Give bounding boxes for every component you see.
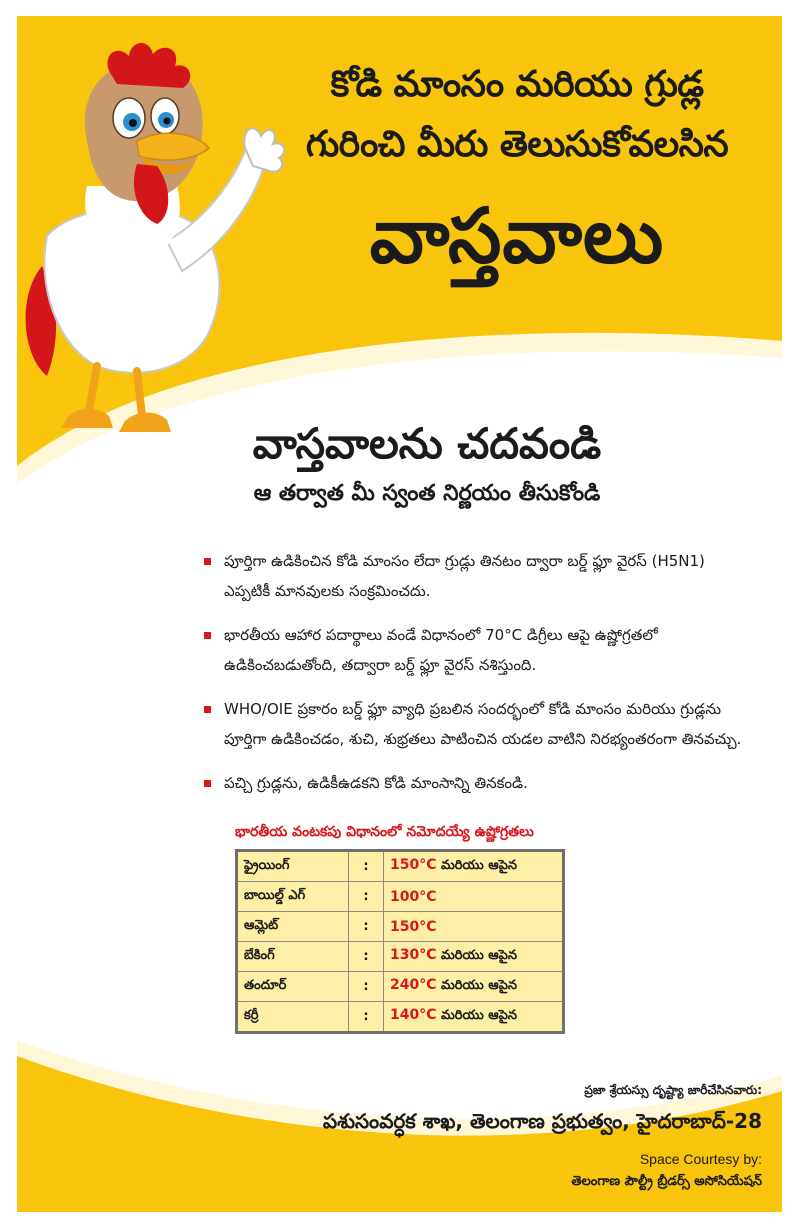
separator: :: [349, 972, 384, 1002]
fact-text: భారతీయ ఆహార పదార్థాలు వండే విధానంలో 70°C డిగ్రీలు ఆపై ఉష్ణోగ్రతలో ఉడికించబడుతోంది, తద్వారా బర్డ్ ఫ్లూ వైరస్ నశిస్తుంది.: [224, 626, 658, 674]
temperature-note: మరియు ఆపైన: [441, 858, 517, 873]
temperature-cell: [384, 1002, 564, 1033]
facts-list: [202, 546, 747, 812]
space-courtesy-label: Space Courtesy by:: [639, 1151, 762, 1167]
separator: :: [349, 851, 384, 882]
bullet-square-icon: [204, 558, 211, 565]
headline-line-2: గురించి మీరు తెలుసుకోవలసిన: [305, 124, 729, 165]
cooking-method: తందూర్: [237, 972, 349, 1002]
temperature-value: 130°C: [390, 947, 437, 963]
temperature-cell: [384, 942, 564, 972]
separator: :: [349, 882, 384, 912]
temperature-value: 150°C: [390, 857, 437, 873]
department-name: పశుసంవర్ధక శాఖ, తెలంగాణ ప్రభుత్వం, హైదరాబాద్-28: [322, 1109, 762, 1133]
separator: :: [349, 942, 384, 972]
fact-item: [202, 620, 747, 680]
temperature-value: 140°C: [390, 1007, 437, 1023]
temperature-table-title: భారతీయ వంటకపు విధానంలో నమోదయ్యే ఉష్ణోగ్రతలు: [235, 824, 534, 840]
subheading-read-facts: వాస్తవాలను చదవండి: [252, 419, 602, 468]
table-row: [237, 912, 564, 942]
table-row: [237, 972, 564, 1002]
separator: :: [349, 912, 384, 942]
cooking-method: ఫ్రైయింగ్: [237, 851, 349, 882]
cooking-method: కర్రీ: [237, 1002, 349, 1033]
table-row: [237, 1002, 564, 1033]
fact-text: పూర్తిగా ఉడికించిన కోడి మాంసం లేదా గ్రుడ్లు తినటం ద్వారా బర్డ్ ఫ్లూ వైరస్ (H5N1) ఎప్పటికీ మానవులకు సంక్రమించదు.: [224, 552, 705, 600]
cooking-method: ఆమ్లెట్: [237, 912, 349, 942]
headline-line-1: కోడి మాంసం మరియు గ్రుడ్ల: [330, 64, 704, 105]
fact-item: [202, 768, 747, 798]
temperature-cell: [384, 972, 564, 1002]
subheading-decide: ఆ తర్వాత మీ స్వంత నిర్ణయం తీసుకోండి: [253, 481, 601, 506]
poster: [17, 16, 782, 1212]
bullet-square-icon: [204, 706, 211, 713]
temperature-cell: [384, 882, 564, 912]
bullet-square-icon: [204, 632, 211, 639]
table-row: [237, 851, 564, 882]
table-row: [237, 882, 564, 912]
cooking-method: బేకింగ్: [237, 942, 349, 972]
temperature-cell: [384, 912, 564, 942]
temperature-value: 150°C: [390, 918, 437, 935]
issued-by-label: ప్రజా శ్రేయస్సు దృష్ట్యా జారీచేసినవారు:: [584, 1083, 762, 1097]
fact-text: పచ్చి గ్రుడ్లను, ఉడికీఉడకని కోడి మాంసాన్ని తినకండి.: [224, 774, 528, 792]
fact-item: [202, 694, 747, 754]
fact-text: WHO/OIE ప్రకారం బర్డ్ ఫ్లూ వ్యాధి ప్రబలిన సందర్భంలో కోడి మాంసం మరియు గ్రుడ్లను పూర్తిగా ఉడికించడం, శుచి, శుభ్రతలు పాటించిన యడల వాటిని నిరభ్యంతరంగా తినవచ్చు.: [224, 700, 742, 748]
temperature-value: 240°C: [390, 977, 437, 993]
cooking-method: బాయిల్డ్ ఎగ్: [237, 882, 349, 912]
headline-line-3: వాస్తవాలు: [369, 191, 665, 280]
temperature-note: మరియు ఆపైన: [441, 948, 517, 963]
separator: :: [349, 1002, 384, 1033]
fact-item: [202, 546, 747, 606]
temperature-cell: [384, 851, 564, 882]
association-name: తెలంగాణ పౌల్ట్రీ బ్రీడర్స్ అసోసియేషన్: [571, 1174, 762, 1189]
temperature-table: [235, 849, 565, 1034]
rooster-illustration: [17, 36, 307, 446]
table-row: [237, 942, 564, 972]
temperature-value: 100°C: [390, 888, 437, 905]
bullet-square-icon: [204, 780, 211, 787]
temperature-note: మరియు ఆపైన: [441, 1008, 517, 1023]
temperature-note: మరియు ఆపైన: [441, 978, 517, 993]
